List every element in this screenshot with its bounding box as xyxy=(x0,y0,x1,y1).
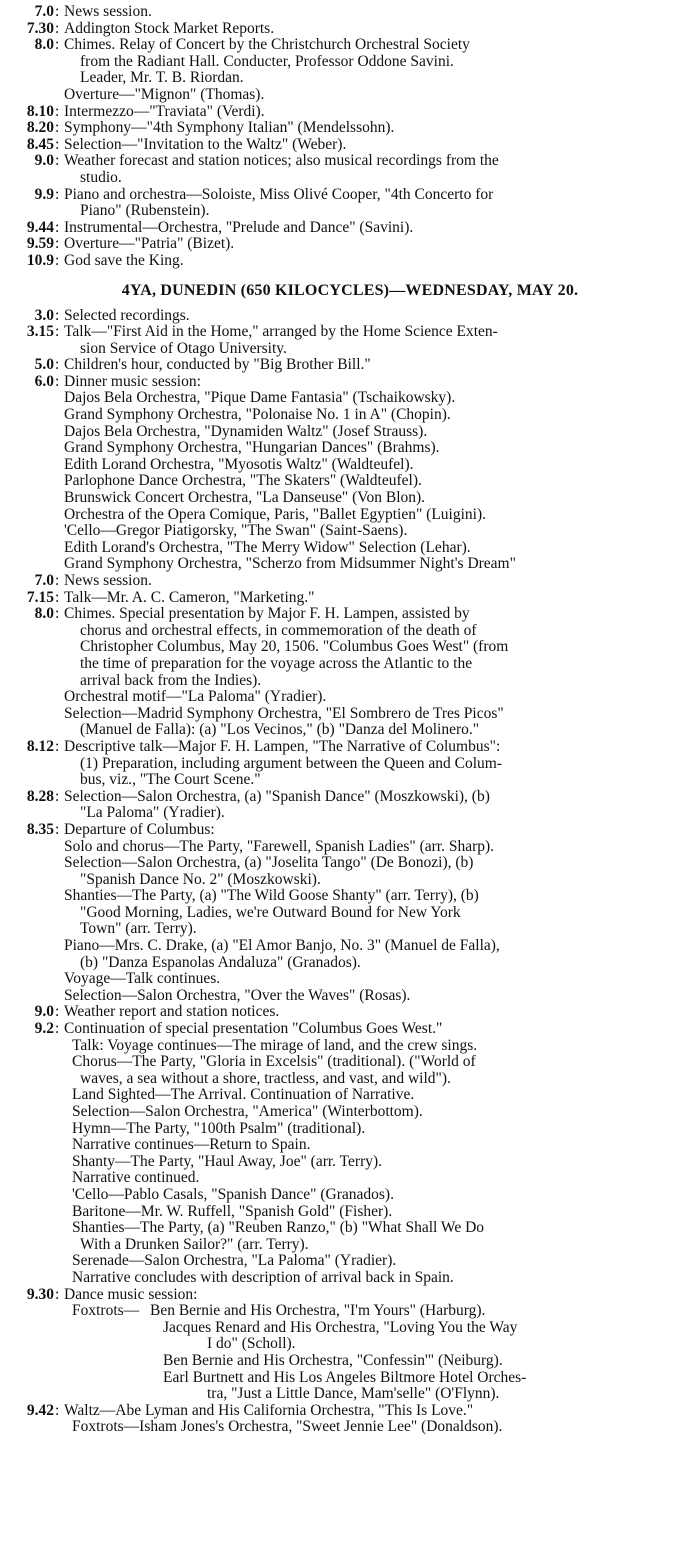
item-text: 'Cello—Gregor Piatigorsky, "The Swan" (Saint-Saens). xyxy=(64,522,408,540)
item-text: Grand Symphony Orchestra, "Hungarian Dances" (Brahms). xyxy=(64,439,440,457)
programme-text: Dance music session: xyxy=(64,1285,198,1303)
programme-text: Addington Stock Market Reports. xyxy=(64,19,275,37)
programme-line xyxy=(0,822,700,839)
time-colon: : xyxy=(55,218,60,236)
departure-list xyxy=(0,839,700,1005)
list-item xyxy=(0,1121,700,1138)
time-label: 8.45 xyxy=(26,135,54,153)
list-item xyxy=(0,988,700,1005)
dance-header xyxy=(0,1287,700,1304)
programme-text: Ben Bernie and His Orchestra, "I'm Yours" (Harburg). xyxy=(150,1302,486,1320)
programme-text: Instrumental—Orchestra, "Prelude and Dance" (Savini). xyxy=(64,218,414,236)
list-item xyxy=(0,473,700,490)
list-item xyxy=(0,839,700,856)
item-text: Chorus—The Party, "Gloria in Excelsis" (traditional). ("World of xyxy=(72,1053,476,1071)
item-text: Selection—Salon Orchestra, (a) "Joselita Tango" (De Bonozi), (b) xyxy=(64,854,474,872)
programme-text: I do" (Scholl). xyxy=(207,1335,296,1353)
list-item xyxy=(0,556,700,573)
list-item xyxy=(0,1237,700,1254)
time-label: 6.0 xyxy=(34,372,54,390)
item-text: Edith Lorand's Orchestra, "The Merry Widow" Selection (Lehar). xyxy=(64,538,471,556)
item-text: (b) "Danza Espanolas Andaluza" (Granados). xyxy=(80,953,361,971)
item-text: "Good Morning, Ladies, we're Outward Bound for New York xyxy=(80,903,461,921)
programme-text: chorus and orchestral effects, in commemoration of the death of xyxy=(80,621,477,639)
programme-text: News session. xyxy=(64,572,152,589)
programme-line xyxy=(0,722,700,739)
time-colon: : xyxy=(55,306,60,324)
item-text: "Spanish Dance No. 2" (Moszkowski). xyxy=(80,870,321,888)
item-text: Serenade—Salon Orchestra, "La Paloma" (Yradier). xyxy=(72,1252,397,1270)
list-item xyxy=(0,888,700,905)
time-label: 9.30 xyxy=(26,1285,54,1303)
programme-text: Intermezzo—"Traviata" (Verdi). xyxy=(64,102,265,120)
time-colon: : xyxy=(55,185,60,203)
programme-line xyxy=(0,639,700,656)
programme-text: Chimes. Special presentation by Major F. H. Lampen, assisted by xyxy=(64,605,470,623)
programme-line xyxy=(0,21,700,38)
programme-text: Continuation of special presentation "Columbus Goes West." xyxy=(64,1020,443,1038)
item-text: Hymn—The Party, "100th Psalm" (traditional). xyxy=(72,1119,366,1137)
dance-session xyxy=(0,1287,700,1403)
time-label: 9.0 xyxy=(34,152,54,170)
time-colon: : xyxy=(55,372,60,390)
item-text: Shanty—The Party, "Haul Away, Joe" (arr. Terry). xyxy=(72,1152,383,1170)
programme-text: arrival back from the Indies). xyxy=(80,671,262,689)
programme-text: Christopher Columbus, May 20, 1506. "Columbus Goes West" (from xyxy=(80,638,509,656)
programme-text: Piano and orchestra—Soloiste, Miss Olivé Cooper, "4th Concerto for xyxy=(64,185,494,203)
item-text: Dajos Bela Orchestra, "Pique Dame Fantasia" (Tschaikowsky). xyxy=(64,389,456,407)
programme-line xyxy=(0,673,700,690)
programme-text: Jacques Renard and His Orchestra, "Loving You the Way xyxy=(163,1318,518,1336)
programme-text: (1) Preparation, including argument between the Queen and Colum- xyxy=(80,754,502,772)
programme-text: Talk—"First Aid in the Home," arranged by the Home Science Exten- xyxy=(64,323,498,341)
programme-line xyxy=(0,689,700,706)
time-label: 8.12 xyxy=(26,737,54,755)
programme-line xyxy=(0,187,700,204)
programme-text: Orchestral motif—"La Paloma" (Yradier). xyxy=(64,688,327,706)
programme-text: Leader, Mr. T. B. Riordan. xyxy=(80,69,244,87)
programme-text: Waltz—Abe Lyman and His California Orchestra, "This Is Love." xyxy=(64,1401,474,1419)
programme-line xyxy=(0,308,700,325)
list-item xyxy=(0,424,700,441)
item-text: Narrative continued. xyxy=(72,1169,200,1187)
dance-item xyxy=(0,1320,700,1337)
programme-line xyxy=(0,37,700,54)
programme-text: Dinner music session: xyxy=(64,372,201,390)
continuation-list xyxy=(0,1038,700,1287)
item-text: Voyage—Talk continues. xyxy=(64,970,221,988)
time-label: 8.28 xyxy=(26,787,54,805)
time-colon: : xyxy=(55,323,60,341)
list-item xyxy=(0,1104,700,1121)
time-label: 9.0 xyxy=(34,1003,54,1021)
time-colon: : xyxy=(55,119,60,137)
last-line xyxy=(0,1419,700,1436)
list-item xyxy=(0,523,700,540)
time-colon: : xyxy=(55,19,60,37)
list-item xyxy=(0,872,700,889)
time-label: 8.0 xyxy=(34,605,54,623)
time-colon: : xyxy=(55,1285,60,1303)
programme-text: Talk—Mr. A. C. Cameron, "Marketing." xyxy=(64,588,315,606)
programme-line xyxy=(0,706,700,723)
time-colon: : xyxy=(55,235,60,253)
programme-line xyxy=(0,789,700,806)
time-label: 9.9 xyxy=(34,185,54,203)
time-colon: : xyxy=(55,135,60,153)
time-colon: : xyxy=(55,102,60,120)
item-text: Brunswick Concert Orchestra, "La Danseuse" (Von Blon). xyxy=(64,489,426,507)
programme-line xyxy=(0,656,700,673)
evening-programme xyxy=(0,573,700,689)
list-item xyxy=(0,407,700,424)
list-item xyxy=(0,1220,700,1237)
programme-text: Overture—"Mignon" (Thomas). xyxy=(64,85,265,103)
list-item xyxy=(0,440,700,457)
time-label: 8.20 xyxy=(26,119,54,137)
programme-line xyxy=(0,805,700,822)
list-item xyxy=(0,1270,700,1287)
list-item xyxy=(0,1154,700,1171)
programme-line xyxy=(0,590,700,607)
programme-line xyxy=(0,120,700,137)
list-item xyxy=(0,507,700,524)
programme-line xyxy=(0,374,700,391)
programme-line xyxy=(0,341,700,358)
programme-line xyxy=(0,573,700,590)
programme-text: studio. xyxy=(80,168,122,186)
time-colon: : xyxy=(55,1003,60,1021)
list-item xyxy=(0,1038,700,1055)
programme-line xyxy=(0,739,700,756)
foxtrots-prefix: Foxtrots— xyxy=(72,1302,140,1320)
afternoon-programme xyxy=(0,308,700,391)
time-label: 9.44 xyxy=(26,218,54,236)
time-colon: : xyxy=(55,152,60,170)
time-colon: : xyxy=(55,572,60,589)
item-text: Dajos Bela Orchestra, "Dynamiden Waltz" (Josef Strauss). xyxy=(64,422,428,440)
item-text: Grand Symphony Orchestra, "Polonaise No. 1 in A" (Chopin). xyxy=(64,406,451,424)
time-label: 5.0 xyxy=(34,356,54,374)
programme-line xyxy=(0,4,700,21)
list-item xyxy=(0,921,700,938)
list-item xyxy=(0,540,700,557)
programme-text: Symphony—"4th Symphony Italian" (Mendelssohn). xyxy=(64,119,395,137)
station-heading: 4YA, DUNEDIN (650 KILOCYCLES)—WEDNESDAY, MAY 20. xyxy=(121,281,579,299)
programme-line xyxy=(0,623,700,640)
list-item xyxy=(0,457,700,474)
programme-line xyxy=(0,756,700,773)
programme-line xyxy=(0,170,700,187)
programme-text: Departure of Columbus: xyxy=(64,820,215,838)
time-label: 10.9 xyxy=(26,251,54,269)
item-text: With a Drunken Sailor?" (arr. Terry). xyxy=(80,1235,309,1253)
time-colon: : xyxy=(55,3,60,20)
item-text: Shanties—The Party, (a) "The Wild Goose Shanty" (arr. Terry), (b) xyxy=(64,887,479,905)
dance-item xyxy=(0,1336,700,1353)
programme-text: Foxtrots—Isham Jones's Orchestra, "Sweet Jennie Lee" (Donaldson). xyxy=(72,1418,503,1436)
time-label: 3.15 xyxy=(26,323,54,341)
programme-text: Ben Bernie and His Orchestra, "Confessin'" (Neiburg). xyxy=(163,1351,503,1369)
time-colon: : xyxy=(55,1020,60,1038)
programme-text: tra, "Just a Little Dance, Mam'selle" (O'Flynn). xyxy=(207,1385,500,1403)
dance-item xyxy=(0,1370,700,1387)
programme-line xyxy=(0,70,700,87)
list-item xyxy=(0,490,700,507)
programme-line xyxy=(0,203,700,220)
time-label: 7.0 xyxy=(34,3,54,20)
programme-line xyxy=(0,1004,700,1021)
programme-line xyxy=(0,606,700,623)
programme-line xyxy=(0,87,700,104)
time-colon: : xyxy=(55,1401,60,1419)
programme-text: Selection—"Invitation to the Waltz" (Weber). xyxy=(64,135,347,153)
list-item xyxy=(0,971,700,988)
item-text: Narrative concludes with description of arrival back in Spain. xyxy=(72,1268,454,1286)
programme-text: Weather forecast and station notices; also musical recordings from the xyxy=(64,152,499,170)
programme-text: Selection—Salon Orchestra, (a) "Spanish Dance" (Moszkowski), (b) xyxy=(64,787,490,805)
programme-line xyxy=(0,324,700,341)
item-text: Narrative continues—Return to Spain. xyxy=(72,1136,311,1154)
time-colon: : xyxy=(55,588,60,606)
item-text: 'Cello—Pablo Casals, "Spanish Dance" (Granados). xyxy=(72,1185,394,1203)
item-text: Orchestra of the Opera Comique, Paris, "Ballet Egyptien" (Luigini). xyxy=(64,505,487,523)
programme-text: "La Paloma" (Yradier). xyxy=(80,804,225,822)
time-colon: : xyxy=(55,787,60,805)
item-text: Talk: Voyage continues—The mirage of land, and the crew sings. xyxy=(72,1036,478,1054)
time-label: 3.0 xyxy=(34,306,54,324)
programme-text: Piano" (Rubenstein). xyxy=(80,202,210,220)
item-text: Piano—Mrs. C. Drake, (a) "El Amor Banjo, No. 3" (Manuel de Falla), xyxy=(64,937,500,955)
list-item xyxy=(0,855,700,872)
list-item xyxy=(0,1204,700,1221)
dance-first xyxy=(0,1303,700,1320)
programme-text: Earl Burtnett and His Los Angeles Biltmore Hotel Orches- xyxy=(163,1368,527,1386)
programme-text: bus, viz., "The Court Scene." xyxy=(80,771,261,789)
item-text: Grand Symphony Orchestra, "Scherzo from Midsummer Night's Dream" xyxy=(64,555,516,573)
item-text: Baritone—Mr. W. Ruffell, "Spanish Gold" (Fisher). xyxy=(72,1202,393,1220)
item-text: Land Sighted—The Arrival. Continuation of Narrative. xyxy=(72,1086,415,1104)
item-text: Parlophone Dance Orchestra, "The Skaters" (Waldteufel). xyxy=(64,472,422,490)
item-text: Selection—Salon Orchestra, "America" (Winterbottom). xyxy=(72,1103,423,1120)
time-label: 7.15 xyxy=(26,588,54,606)
time-colon: : xyxy=(55,737,60,755)
time-colon: : xyxy=(55,605,60,623)
dance-item xyxy=(0,1386,700,1403)
time-label: 9.59 xyxy=(26,235,54,253)
item-text: Selection—Salon Orchestra, "Over the Waves" (Rosas). xyxy=(64,986,411,1004)
programme-line xyxy=(0,253,700,270)
programme-text: Overture—"Patria" (Bizet). xyxy=(64,235,235,253)
final-foxtrot-entry xyxy=(0,1419,700,1436)
programme-line xyxy=(0,357,700,374)
programme-line xyxy=(0,137,700,154)
item-text: Shanties—The Party, (a) "Reuben Ranzo," (b) "What Shall We Do xyxy=(72,1219,485,1237)
list-item xyxy=(0,1071,700,1088)
list-item xyxy=(0,1170,700,1187)
item-text: Town" (arr. Terry). xyxy=(80,920,197,938)
waltz-entry xyxy=(0,1403,700,1420)
list-item xyxy=(0,955,700,972)
time-colon: : xyxy=(55,356,60,374)
programme-text: sion Service of Otago University. xyxy=(80,339,287,357)
programme-text: Children's hour, conducted by "Big Brother Bill." xyxy=(64,356,371,374)
list-item xyxy=(0,390,700,407)
item-text: Solo and chorus—The Party, "Farewell, Spanish Ladies" (arr. Sharp). xyxy=(64,837,495,855)
programme-text: Chimes. Relay of Concert by the Christchurch Orchestral Society xyxy=(64,36,470,54)
programme-line xyxy=(0,153,700,170)
time-label: 8.35 xyxy=(26,820,54,838)
time-colon: : xyxy=(55,820,60,838)
late-programme xyxy=(0,1004,700,1037)
time-label: 7.30 xyxy=(26,19,54,37)
programme-text: News session. xyxy=(64,3,152,20)
programme-line xyxy=(0,104,700,121)
programme-line xyxy=(0,236,700,253)
previous-station-programme xyxy=(0,4,700,270)
programme-line xyxy=(0,1021,700,1038)
time-label: 9.2 xyxy=(34,1020,54,1038)
item-text: Edith Lorand Orchestra, "Myosotis Waltz" (Waldteufel). xyxy=(64,455,414,473)
list-item xyxy=(0,1054,700,1071)
programme-text: Weather report and station notices. xyxy=(64,1003,280,1021)
list-item xyxy=(0,1187,700,1204)
list-item xyxy=(0,1253,700,1270)
programme-text: from the Radiant Hall. Conducter, Professor Oddone Savini. xyxy=(80,52,454,70)
list-item xyxy=(0,905,700,922)
programme-text: God save the King. xyxy=(64,251,184,269)
time-colon: : xyxy=(55,36,60,54)
time-label: 8.0 xyxy=(34,36,54,54)
waltz-line xyxy=(0,1403,700,1420)
list-item xyxy=(0,1137,700,1154)
programme-line xyxy=(0,220,700,237)
programme-line xyxy=(0,772,700,789)
list-item xyxy=(0,938,700,955)
programme-text: Descriptive talk—Major F. H. Lampen, "The Narrative of Columbus": xyxy=(64,737,501,755)
list-item xyxy=(0,1087,700,1104)
time-label: 9.42 xyxy=(26,1401,54,1419)
dinner-music-list xyxy=(0,390,700,573)
time-colon: : xyxy=(55,251,60,269)
programme-text: Selection—Madrid Symphony Orchestra, "El Sombrero de Tres Picos" xyxy=(64,704,504,722)
programme-text: (Manuel de Falla): (a) "Los Vecinos," (b) "Danza del Molinero." xyxy=(80,721,480,739)
time-label: 7.0 xyxy=(34,572,54,589)
columbus-programme xyxy=(0,689,700,838)
programme-line xyxy=(0,54,700,71)
time-label: 8.10 xyxy=(26,102,54,120)
programme-text: the time of preparation for the voyage across the Atlantic to the xyxy=(80,654,473,672)
programme-text: Selected recordings. xyxy=(64,306,190,324)
dance-item xyxy=(0,1353,700,1370)
item-text: waves, a sea without a shore, tractless, and vast, and wild"). xyxy=(80,1069,451,1087)
